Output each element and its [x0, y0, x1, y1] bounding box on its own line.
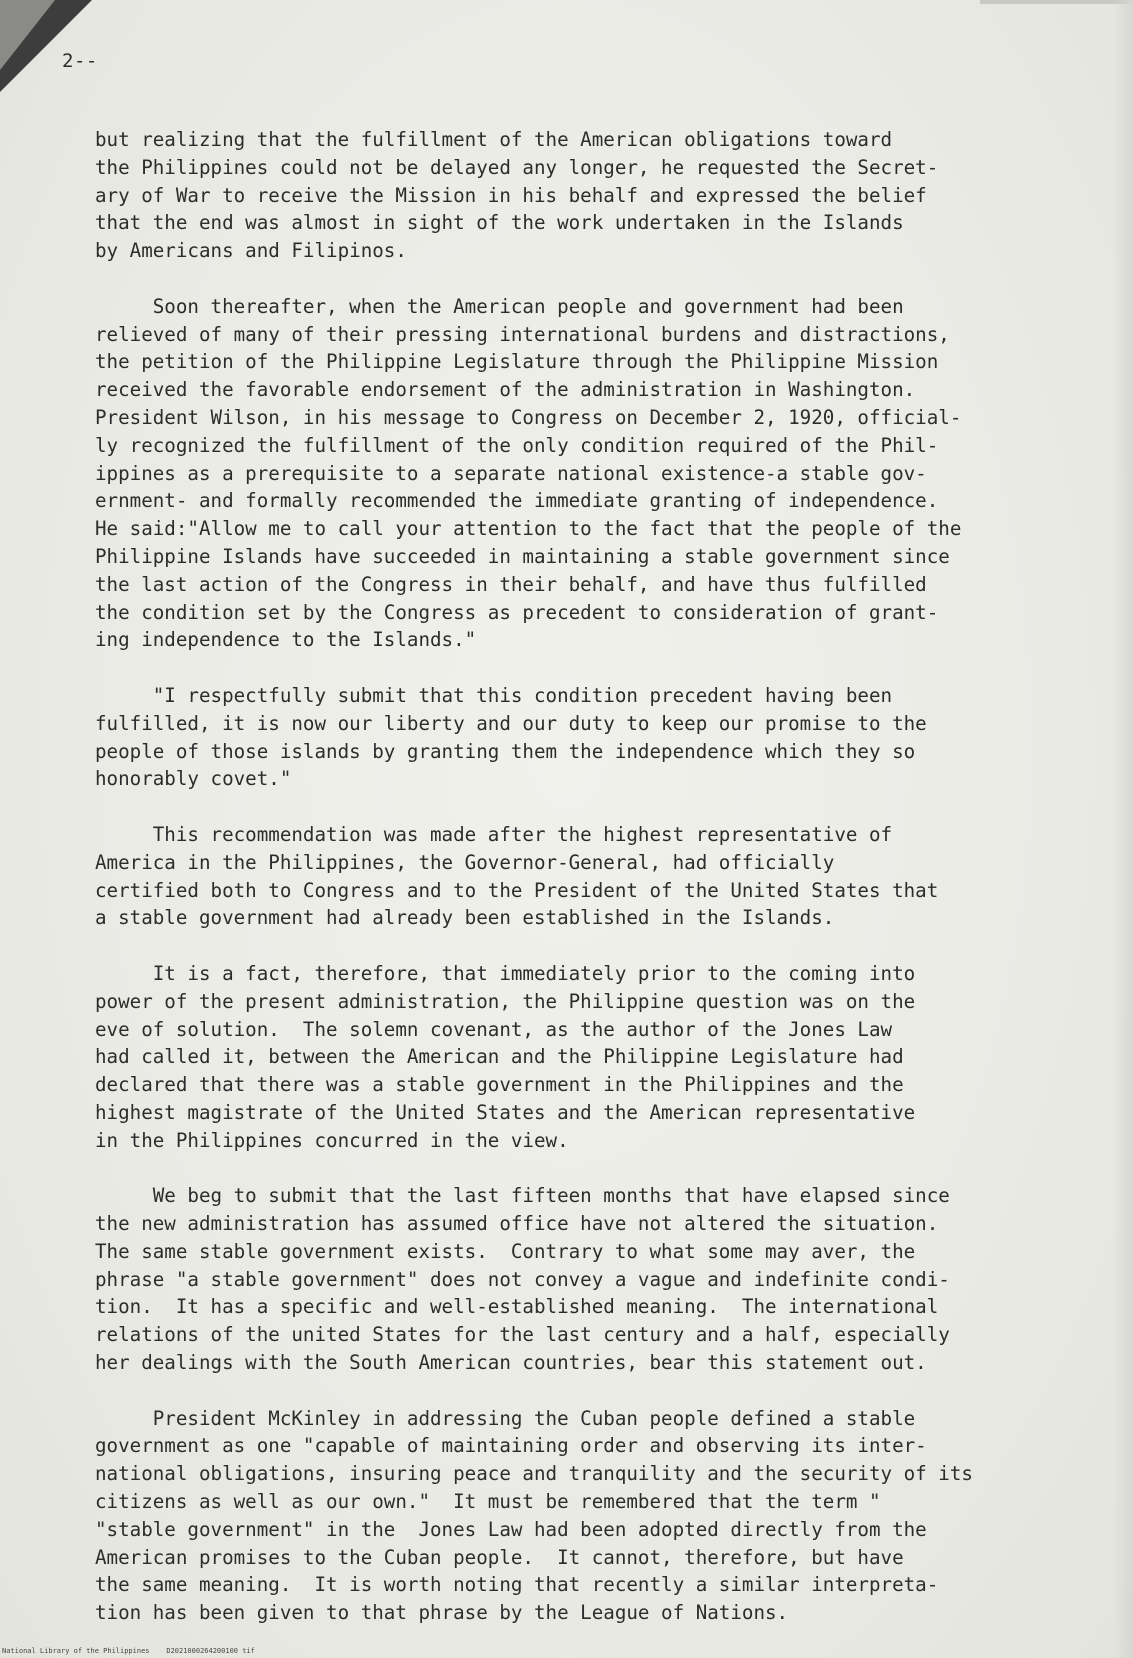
page-edge-shadow [1113, 0, 1133, 1658]
text-line: ernment- and formally recommended the immediate granting of independence. [95, 489, 939, 513]
paragraph-1 [95, 126, 1105, 265]
text-line: It is a fact, therefore, that immediately prior to the coming into [95, 961, 916, 985]
text-line: had called it, between the American and the Philippine Legislature had [95, 1045, 904, 1069]
text-line: the new administration has assumed office have not altered the situation. [95, 1212, 939, 1236]
text-line: He said:"Allow me to call your attention to the fact that the people of the [95, 517, 962, 541]
text-line: the condition set by the Congress as precedent to consideration of grant- [95, 600, 939, 624]
text-line: relieved of many of their pressing international burdens and distractions, [95, 322, 950, 346]
folded-corner-highlight [0, 0, 55, 70]
text-line: but realizing that the fulfillment of the American obligations toward [95, 128, 893, 151]
text-line: fulfilled, it is now our liberty and our duty to keep our promise to the [95, 711, 927, 735]
text-line: national obligations, insuring peace and tranquility and the security of its [95, 1462, 973, 1486]
paragraph-5 [95, 960, 1105, 1155]
text-line: "I respectfully submit that this condition precedent having been [95, 683, 893, 707]
text-line: tion has been given to that phrase by the League of Nations. [95, 1601, 789, 1625]
text-line: in the Philippines concurred in the view. [95, 1128, 569, 1152]
paragraph-2 [95, 293, 1105, 654]
text-line: certified both to Congress and to the President of the United States that [95, 878, 939, 902]
text-line: ing independence to the Islands." [95, 628, 477, 652]
text-line: American promises to the Cuban people. It cannot, therefore, but have [95, 1545, 904, 1569]
text-line: Philippine Islands have succeeded in maintaining a stable government since [95, 544, 950, 568]
text-line: ippines as a prerequisite to a separate national existence-a stable gov- [95, 461, 927, 485]
text-line: Soon thereafter, when the American people and government had been [95, 294, 904, 318]
text-line: the Philippines could not be delayed any longer, he requested the Secret- [95, 155, 939, 179]
text-line: "stable government" in the Jones Law had been adopted directly from the [95, 1517, 927, 1541]
text-line: government as one "capable of maintaining order and observing its inter- [95, 1434, 927, 1458]
text-line: tion. It has a specific and well-established meaning. The international [95, 1295, 939, 1319]
text-line: the same meaning. It is worth noting that recently a similar interpreta- [95, 1573, 939, 1597]
text-line: that the end was almost in sight of the work undertaken in the Islands [95, 211, 904, 235]
text-line: her dealings with the South American countries, bear this statement out. [95, 1351, 927, 1375]
text-line: honorably covet." [95, 767, 292, 791]
paragraph-3 [95, 682, 1105, 793]
text-line: received the favorable endorsement of the administration in Washington. [95, 378, 916, 402]
text-line: relations of the united States for the last century and a half, especially [95, 1323, 950, 1347]
text-line: The same stable government exists. Contrary to what some may aver, the [95, 1239, 916, 1263]
text-line: power of the present administration, the Philippine question was on the [95, 989, 916, 1013]
text-line: ary of War to receive the Mission in his behalf and expressed the belief [95, 183, 927, 207]
text-line: ly recognized the fulfillment of the only condition required of the Phil- [95, 433, 939, 457]
text-line: America in the Philippines, the Governor-General, had officially [95, 850, 835, 874]
document-body [95, 126, 1105, 1655]
text-line: the last action of the Congress in their behalf, and have thus fulfilled [95, 572, 927, 596]
text-line: President McKinley in addressing the Cuban people defined a stable [95, 1406, 916, 1430]
text-line: We beg to submit that the last fifteen months that have elapsed since [95, 1184, 950, 1208]
paragraph-4 [95, 821, 1105, 932]
text-line: highest magistrate of the United States and the American representative [95, 1100, 916, 1124]
paragraph-7 [95, 1405, 1105, 1627]
paragraph-6 [95, 1182, 1105, 1377]
text-line: a stable government had already been established in the Islands. [95, 906, 835, 930]
page-number: 2-- [62, 50, 98, 72]
text-line: by Americans and Filipinos. [95, 239, 407, 263]
text-line: phrase "a stable government" does not convey a vague and indefinite condi- [95, 1267, 950, 1291]
text-line: President Wilson, in his message to Congress on December 2, 1920, official- [95, 405, 962, 429]
text-line: citizens as well as our own." It must be remembered that the term " [95, 1490, 881, 1514]
text-line: declared that there was a stable government in the Philippines and the [95, 1073, 904, 1097]
text-line: the petition of the Philippine Legislature through the Philippine Mission [95, 350, 939, 374]
scan-footer-caption: National Library of the Philippines D2021000264200100 tif [2, 1647, 255, 1655]
page-top-edge [980, 0, 1133, 4]
text-line: people of those islands by granting them the independence which they so [95, 739, 916, 763]
text-line: This recommendation was made after the highest representative of [95, 822, 893, 846]
text-line: eve of solution. The solemn covenant, as the author of the Jones Law [95, 1017, 893, 1041]
